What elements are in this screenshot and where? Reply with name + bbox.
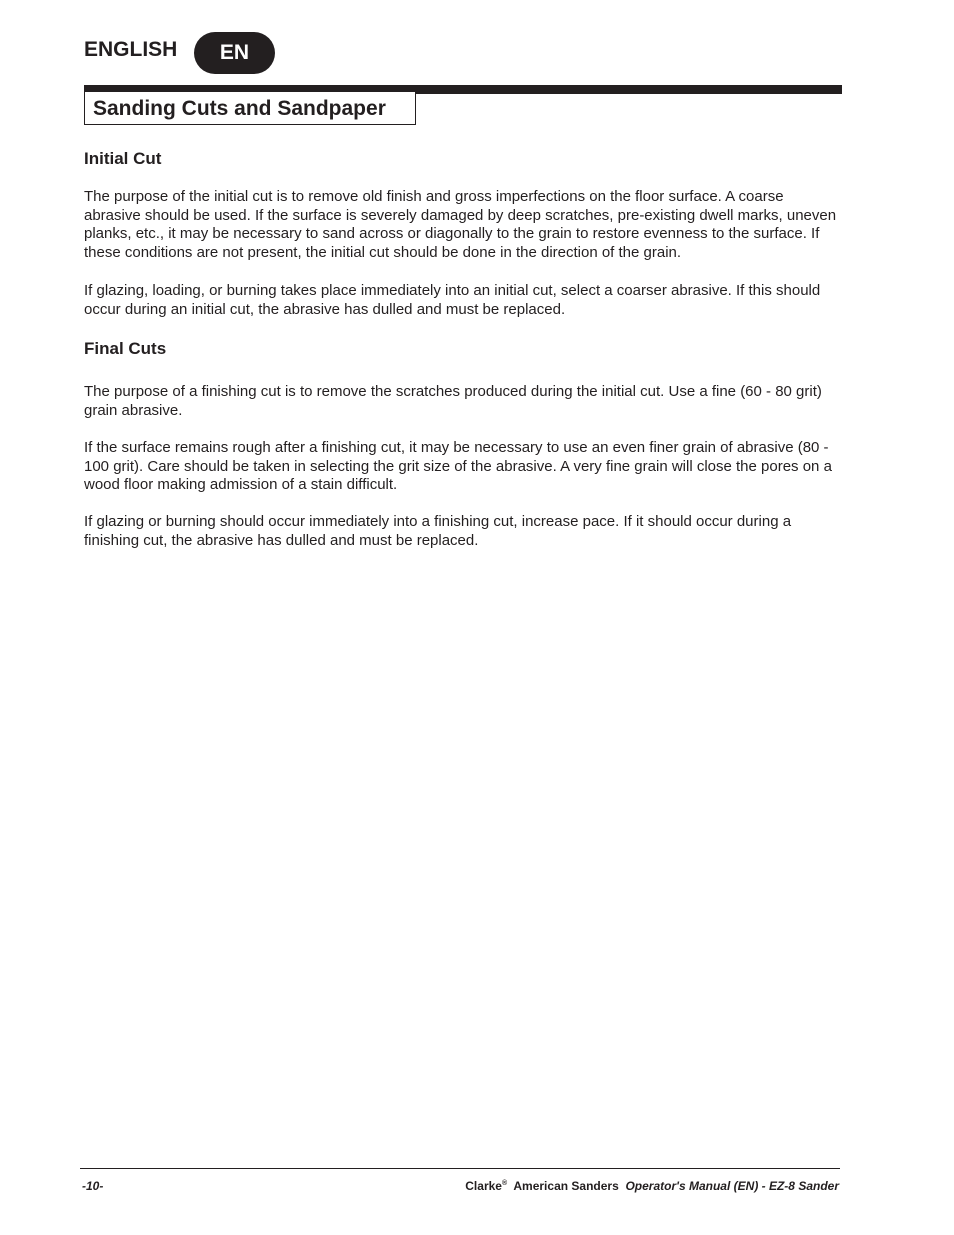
- footer-manual-info: [465, 1179, 839, 1193]
- footer-brand: Clarke: [465, 1179, 502, 1193]
- footer-rule: [80, 1168, 840, 1169]
- footer-manual-title: Operator's Manual (EN) - EZ-8 Sander: [625, 1179, 839, 1193]
- initial-cut-heading: Initial Cut: [84, 149, 162, 168]
- registered-mark: ®: [501, 1180, 508, 1187]
- final-cuts-paragraph-1: The purpose of a finishing cut is to remove the scratches produced during the initial cut. Use a fine (60 - 80 grit) grain abrasive.: [84, 383, 822, 419]
- language-label: ENGLISH: [84, 38, 178, 61]
- final-cuts-paragraph-3: If glazing or burning should occur immediately into a finishing cut, increase pace. If it should occur during a finishing cut, the abrasive has dulled and must be replaced.: [84, 513, 792, 549]
- section-title: Sanding Cuts and Sandpaper: [93, 97, 386, 120]
- final-cuts-heading: Final Cuts: [84, 339, 167, 358]
- section-title-box: [84, 92, 416, 125]
- footer-company: American Sanders: [513, 1179, 619, 1193]
- initial-cut-paragraph-2: If glazing, loading, or burning takes place immediately into an initial cut, select a coarser abrasive. If this should occur during an initial cut, the abrasive has dulled and must be replaced.: [84, 282, 821, 318]
- final-cuts-paragraph-2: If the surface remains rough after a finishing cut, it may be necessary to use an even finer grain of abrasive (80 - 100 grit). Care should be taken in selecting the grit size of the abrasive. A very fine grain will close the pores on a wood floor making admission of a stain difficult.: [84, 439, 832, 493]
- initial-cut-paragraph-1: The purpose of the initial cut is to remove old finish and gross imperfections on the floor surface. A coarse abrasive should be used. If the surface is severely damaged by deep scratches, pre-existing dwell marks, uneven planks, etc., it may be necessary to sand across or diagonally to the grain to restore evenness to the surface. If these conditions are not present, the initial cut should be done in the direction of the grain.: [84, 188, 837, 261]
- page-number: -10-: [82, 1179, 104, 1193]
- language-badge: EN: [194, 32, 275, 74]
